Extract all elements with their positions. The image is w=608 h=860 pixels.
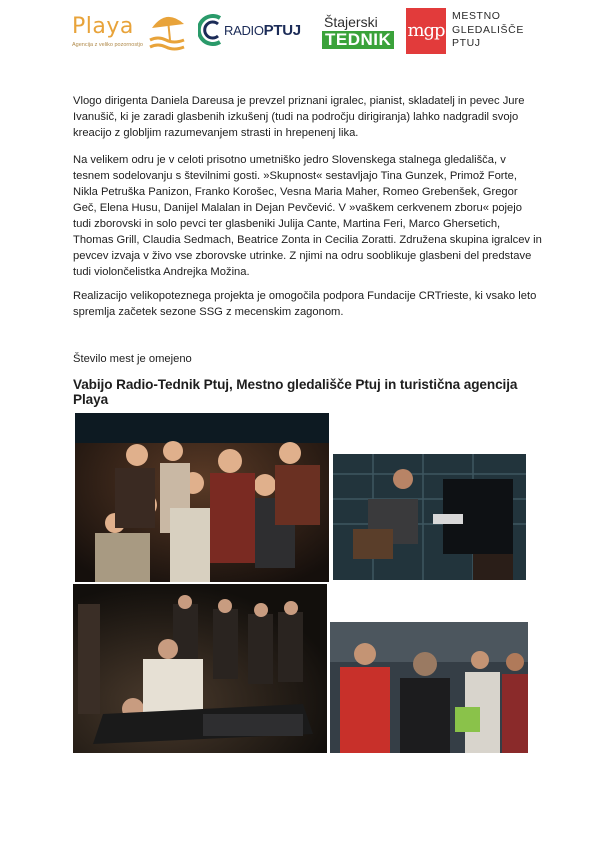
paragraph-sponsor (73, 288, 543, 320)
photo-rehearsal (330, 622, 528, 753)
mgp-line-3: PTUJ (452, 37, 481, 49)
paragraph-conductor (73, 93, 543, 141)
playa-logo-tagline: Agencija z veliko pozornostjo (72, 42, 143, 48)
photo-stage-scene (73, 584, 327, 753)
radio-ptuj-logo-text (224, 22, 301, 39)
stajerski-tednik-logo (322, 8, 402, 58)
mgp-logo-text (452, 10, 524, 51)
radio-wave-icon (198, 14, 224, 46)
playa-logo (70, 8, 190, 58)
paragraph-text: Število mest je omejeno (73, 353, 192, 365)
paragraph-seats-note (73, 351, 543, 367)
partner-logos (70, 8, 540, 58)
paragraph-ensemble (73, 152, 543, 280)
radio-ptuj-logo (198, 8, 316, 58)
photo-pianist (333, 454, 526, 580)
paragraph-text: Realizacijo velikopoteznega projekta je omogočila podpora Fundacije CRTrieste, ki vsako leto spremlja začetek sezone SSG z mecenskim zagonom. (73, 290, 537, 318)
mgp-line-2: GLEDALIŠČE (452, 23, 524, 36)
playa-logo-text: Playa (72, 14, 134, 39)
paragraph-text: Na velikem odru je v celoti prisotno umetniško jedro Slovenskega stalnega gledališča, v tesnem sodelovanju s številnimi gosti. »Skupnost« sestavljajo Tina Gunzek, Primož Forte, Nikla Petruška Panizon, Franko Korošec, Vesna Maria Maher, Romeo Grebenšek, Gregor Geč, Elena Husu, Danijel Malalan in Dejan Pevčević. V »vaškem cerkvenem zboru« pojejo tudi zborovski in solo pevci ter glasbeniki Julija Cante, Martina Feri, Marco Ghersetich, Thomas Grill, Claudia Sedmach, Beatrice Zonta in Cecilia Zoratti. Združena skupina igralcev in pevcev izvaja v živo vse zborovske utrinke. Z njimi na odru sooblikuje glasbeni del predstave tudi violončelistka Andrejka Možina. (73, 154, 542, 278)
paragraph-text: Vlogo dirigenta Daniela Dareusa je prevzel priznani igralec, pianist, skladatelj in pevec Jure Ivanušič, ki je zaradi glasbenih izkušenj (tudi na področju dirigiranja) lahko nadgradil svojo kreacijo z globljim razumevanjem strasti in hrepenenj lika. (73, 95, 525, 139)
mgp-logo-mark: mgp (406, 8, 446, 54)
radio-logo-bold: PTUJ (263, 22, 301, 39)
radio-logo-light: RADIO (224, 23, 264, 38)
photo-ensemble-cast (75, 413, 329, 582)
tednik-logo-top: Štajerski (324, 14, 378, 30)
mestno-gledalisce-logo (406, 8, 536, 58)
mgp-line-1: MESTNO (452, 10, 501, 22)
tednik-logo-bottom: TEDNIK (322, 31, 394, 49)
invitation-heading: Vabijo Radio-Tednik Ptuj, Mestno gledališče Ptuj in turistična agencija Playa (73, 377, 518, 407)
sun-umbrella-icon (148, 10, 188, 56)
